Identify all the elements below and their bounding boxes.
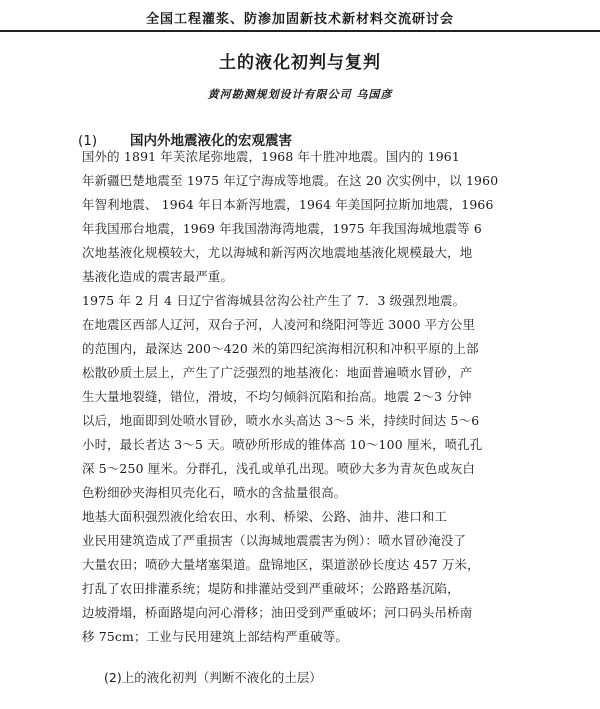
paragraph-line: 年智利地震、 1964 年日本新泻地震，1964 年美国阿拉斯加地震，1966	[82, 197, 494, 212]
paragraph-line: 打乱了农田排灌系统；堤防和排灌站受到严重破坏；公路路基沉陷，	[82, 581, 460, 596]
section-1-title: 国内外地震液化的宏观震害	[130, 133, 292, 149]
paragraph-line: 色粉细砂夹海相贝壳化石，喷水的含盐量很高。	[82, 485, 347, 500]
paper-title: 土的液化初判与复判	[219, 53, 381, 73]
paragraph-line: 生大量地裂缝，错位，滑坡，不均匀倾斜沉陷和抬高。地震 2～3 分钟	[82, 389, 472, 404]
paragraph-line: 边坡滑塌，桥面路堤向河心滑移；油田受到严重破坏；河口码头吊桥南	[82, 605, 473, 620]
paragraph-line: 年我国邢台地震，1969 年我国渤海湾地震，1975 年我国海城地震等 6	[82, 221, 482, 236]
paragraph-line: 业民用建筑造成了严重损害（以海城地震震害为例）：喷水冒砂淹没了	[82, 533, 467, 548]
section-2-heading: (2)上的液化初判（判断不液化的土层）	[104, 670, 322, 685]
paragraph-line: 移 75cm；工业与民用建筑上部结构严重破等。	[82, 629, 349, 644]
paragraph-2	[82, 289, 520, 505]
paragraph-line: 小时，最长者达 3～5 天。喷砂所形成的锥体高 10～100 厘米，喷孔孔	[82, 437, 483, 452]
paragraph-line: 次地基液化规模较大，尤以海城和新泻两次地震地基液化规模最大，地	[82, 245, 473, 260]
paragraph-line: 国外的 1891 年芙浓尾弥地震，1968 年十胜冲地震。国内的 1961	[82, 149, 460, 164]
paragraph-line: 的范围内，最深达 200～420 米的第四纪滨海相沉积和冲积平原的上部	[82, 341, 479, 356]
paragraph-line: 年新疆巴楚地震至 1975 年辽宁海成等地震。在这 20 次实例中，以 1960	[82, 173, 499, 188]
paragraph-line: 基液化造成的震害最严重。	[82, 269, 234, 284]
paragraph-line: 1975 年 2 月 4 日辽宁省海城县岔沟公社产生了 7．3 级强烈地震。	[82, 293, 466, 308]
author-affiliation: 黄河勘测规划设计有限公司 乌国彦	[207, 88, 393, 101]
header-divider	[0, 30, 600, 32]
paragraph-3	[82, 505, 520, 649]
paragraph-line: 地基大面积强烈液化给农田、水利、桥梁、公路、油井、港口和工	[82, 509, 448, 524]
conference-header: 全国工程灌浆、防渗加固新技术新材料交流研讨会	[145, 12, 454, 27]
paragraph-1	[82, 145, 520, 289]
paragraph-line: 松散砂质土层上，产生了广泛强烈的地基液化：地面普遍喷水冒砂，产	[82, 365, 473, 380]
paragraph-line: 以后，地面即到处喷水冒砂，喷水水头高达 3～5 米，持续时间达 5～6	[82, 413, 480, 428]
section-1-number: (1)	[78, 133, 98, 149]
paragraph-line: 深 5～250 厘米。分群孔，浅孔或单孔出现。喷砂大多为青灰色或灰白	[82, 461, 476, 476]
paragraph-line: 大量农田；喷砂大量堵塞渠道。盘锦地区，渠道淤砂长度达 457 万米，	[82, 557, 480, 572]
paragraph-line: 在地震区西部人辽河，双台子河，人凌河和绕阳河等近 3000 平方公里	[82, 317, 476, 332]
